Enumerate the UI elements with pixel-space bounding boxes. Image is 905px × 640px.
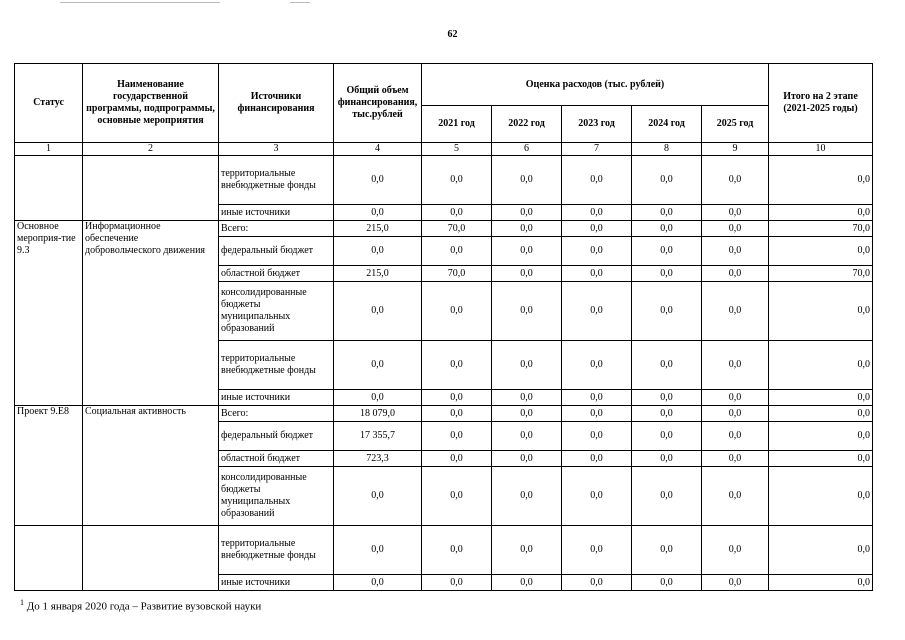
itogo-cell: 0,0 — [769, 156, 873, 205]
year-value-cell: 0,0 — [562, 575, 632, 591]
itogo-cell: 0,0 — [769, 575, 873, 591]
year-value-cell: 0,0 — [562, 467, 632, 526]
source-cell: иные источники — [219, 575, 334, 591]
year-value-cell: 0,0 — [492, 575, 562, 591]
source-cell: иные источники — [219, 390, 334, 406]
year-value-cell: 0,0 — [702, 422, 769, 451]
year-value-cell: 0,0 — [562, 282, 632, 341]
year-value-cell: 0,0 — [562, 266, 632, 282]
name-cell: Информационное обеспечение добровольческого движения — [83, 221, 219, 406]
scan-artifact — [290, 2, 310, 3]
year-value-cell: 0,0 — [702, 237, 769, 266]
year-value-cell: 0,0 — [492, 205, 562, 221]
year-value-cell: 0,0 — [702, 156, 769, 205]
year-value-cell: 0,0 — [422, 526, 492, 575]
itogo-cell: 0,0 — [769, 451, 873, 467]
status-cell: Проект 9.Е8 — [15, 406, 83, 526]
year-value-cell: 0,0 — [702, 406, 769, 422]
year-value-cell: 0,0 — [492, 451, 562, 467]
year-value-cell: 0,0 — [632, 205, 702, 221]
itogo-cell: 0,0 — [769, 282, 873, 341]
year-value-cell: 0,0 — [422, 390, 492, 406]
source-cell: Всего: — [219, 221, 334, 237]
source-cell: территориальные внебюджетные фонды — [219, 526, 334, 575]
table-row — [15, 156, 873, 205]
itogo-cell: 0,0 — [769, 205, 873, 221]
year-value-cell: 0,0 — [492, 266, 562, 282]
year-value-cell: 0,0 — [422, 282, 492, 341]
source-cell: областной бюджет — [219, 451, 334, 467]
year-value-cell: 0,0 — [492, 237, 562, 266]
year-value-cell: 0,0 — [632, 390, 702, 406]
table-row — [15, 406, 873, 422]
year-value-cell: 0,0 — [562, 406, 632, 422]
year-value-cell: 0,0 — [632, 266, 702, 282]
total-cell: 0,0 — [334, 156, 422, 205]
header-year: 2024 год — [632, 106, 702, 143]
source-cell: консолидированные бюджеты муниципальных образований — [219, 282, 334, 341]
column-index: 3 — [219, 143, 334, 156]
year-value-cell: 0,0 — [422, 467, 492, 526]
header-itogo: Итого на 2 этапе (2021-2025 годы) — [769, 64, 873, 143]
footnote-text: До 1 января 2020 года – Развитие вузовской науки — [26, 600, 262, 613]
column-index: 9 — [702, 143, 769, 156]
year-value-cell: 0,0 — [632, 526, 702, 575]
itogo-cell: 0,0 — [769, 341, 873, 390]
page-number: 62 — [447, 29, 458, 40]
name-cell: Социальная активность — [83, 406, 219, 526]
year-value-cell: 0,0 — [632, 467, 702, 526]
footnote — [20, 598, 261, 613]
year-value-cell: 0,0 — [422, 341, 492, 390]
column-index: 5 — [422, 143, 492, 156]
year-value-cell: 0,0 — [422, 575, 492, 591]
year-value-cell: 0,0 — [492, 341, 562, 390]
column-index: 4 — [334, 143, 422, 156]
year-value-cell: 70,0 — [422, 266, 492, 282]
year-value-cell: 0,0 — [492, 406, 562, 422]
year-value-cell: 0,0 — [632, 341, 702, 390]
year-value-cell: 0,0 — [702, 205, 769, 221]
column-index: 7 — [562, 143, 632, 156]
year-value-cell: 0,0 — [632, 422, 702, 451]
header-estimate: Оценка расходов (тыс. рублей) — [422, 64, 769, 106]
year-value-cell: 0,0 — [702, 467, 769, 526]
source-cell: федеральный бюджет — [219, 237, 334, 266]
itogo-cell: 0,0 — [769, 526, 873, 575]
itogo-cell: 0,0 — [769, 237, 873, 266]
year-value-cell: 0,0 — [702, 390, 769, 406]
year-value-cell: 0,0 — [422, 406, 492, 422]
year-value-cell: 0,0 — [702, 266, 769, 282]
source-cell: территориальные внебюджетные фонды — [219, 156, 334, 205]
year-value-cell: 0,0 — [422, 422, 492, 451]
source-cell: иные источники — [219, 205, 334, 221]
year-value-cell: 0,0 — [492, 156, 562, 205]
column-index: 1 — [15, 143, 83, 156]
itogo-cell: 70,0 — [769, 266, 873, 282]
name-cell — [83, 526, 219, 591]
header-status: Статус — [15, 64, 83, 143]
year-value-cell: 0,0 — [632, 237, 702, 266]
year-value-cell: 0,0 — [702, 221, 769, 237]
year-value-cell: 0,0 — [562, 205, 632, 221]
itogo-cell: 0,0 — [769, 406, 873, 422]
year-value-cell: 0,0 — [562, 526, 632, 575]
total-cell: 0,0 — [334, 467, 422, 526]
name-cell — [83, 156, 219, 221]
year-value-cell: 0,0 — [562, 451, 632, 467]
year-value-cell: 0,0 — [422, 237, 492, 266]
column-index: 8 — [632, 143, 702, 156]
year-value-cell: 0,0 — [632, 282, 702, 341]
total-cell: 18 079,0 — [334, 406, 422, 422]
year-value-cell: 0,0 — [632, 406, 702, 422]
source-cell: территориальные внебюджетные фонды — [219, 341, 334, 390]
header-year: 2023 год — [562, 106, 632, 143]
total-cell: 0,0 — [334, 282, 422, 341]
year-value-cell: 0,0 — [702, 451, 769, 467]
total-cell: 215,0 — [334, 266, 422, 282]
year-value-cell: 0,0 — [632, 156, 702, 205]
itogo-cell: 0,0 — [769, 422, 873, 451]
total-cell: 215,0 — [334, 221, 422, 237]
year-value-cell: 0,0 — [492, 282, 562, 341]
year-value-cell: 0,0 — [422, 156, 492, 205]
year-value-cell: 0,0 — [422, 205, 492, 221]
status-cell — [15, 526, 83, 591]
year-value-cell: 0,0 — [492, 467, 562, 526]
table-row — [15, 221, 873, 237]
year-value-cell: 0,0 — [632, 451, 702, 467]
year-value-cell: 0,0 — [562, 341, 632, 390]
year-value-cell: 0,0 — [702, 575, 769, 591]
itogo-cell: 70,0 — [769, 221, 873, 237]
source-cell: федеральный бюджет — [219, 422, 334, 451]
year-value-cell: 0,0 — [492, 526, 562, 575]
footnote-marker: 1 — [20, 598, 24, 607]
source-cell: консолидированные бюджеты муниципальных образований — [219, 467, 334, 526]
column-index: 6 — [492, 143, 562, 156]
source-cell: областной бюджет — [219, 266, 334, 282]
header-total: Общий объем финансирования, тыс.рублей — [334, 64, 422, 143]
header-source: Источники финансирования — [219, 64, 334, 143]
status-cell: Основное мероприя-тие 9.3 — [15, 221, 83, 406]
total-cell: 0,0 — [334, 390, 422, 406]
year-value-cell: 0,0 — [702, 341, 769, 390]
status-cell — [15, 156, 83, 221]
column-index: 10 — [769, 143, 873, 156]
total-cell: 723,3 — [334, 451, 422, 467]
itogo-cell: 0,0 — [769, 390, 873, 406]
financing-table — [14, 63, 873, 591]
year-value-cell: 0,0 — [492, 422, 562, 451]
scan-artifact — [60, 2, 220, 3]
year-value-cell: 0,0 — [562, 422, 632, 451]
header-year: 2021 год — [422, 106, 492, 143]
total-cell: 0,0 — [334, 205, 422, 221]
year-value-cell: 0,0 — [492, 390, 562, 406]
total-cell: 0,0 — [334, 237, 422, 266]
column-index: 2 — [83, 143, 219, 156]
source-cell: Всего: — [219, 406, 334, 422]
total-cell: 0,0 — [334, 575, 422, 591]
total-cell: 0,0 — [334, 341, 422, 390]
year-value-cell: 0,0 — [562, 237, 632, 266]
year-value-cell: 0,0 — [702, 282, 769, 341]
year-value-cell: 0,0 — [702, 526, 769, 575]
year-value-cell: 70,0 — [422, 221, 492, 237]
total-cell: 0,0 — [334, 526, 422, 575]
year-value-cell: 0,0 — [632, 221, 702, 237]
itogo-cell: 0,0 — [769, 467, 873, 526]
total-cell: 17 355,7 — [334, 422, 422, 451]
header-year: 2022 год — [492, 106, 562, 143]
header-name: Наименование государственной программы, подпрограммы, основные мероприятия — [83, 64, 219, 143]
header-year: 2025 год — [702, 106, 769, 143]
year-value-cell: 0,0 — [632, 575, 702, 591]
year-value-cell: 0,0 — [562, 390, 632, 406]
table-row — [15, 526, 873, 575]
year-value-cell: 0,0 — [562, 156, 632, 205]
year-value-cell: 0,0 — [562, 221, 632, 237]
year-value-cell: 0,0 — [492, 221, 562, 237]
year-value-cell: 0,0 — [422, 451, 492, 467]
